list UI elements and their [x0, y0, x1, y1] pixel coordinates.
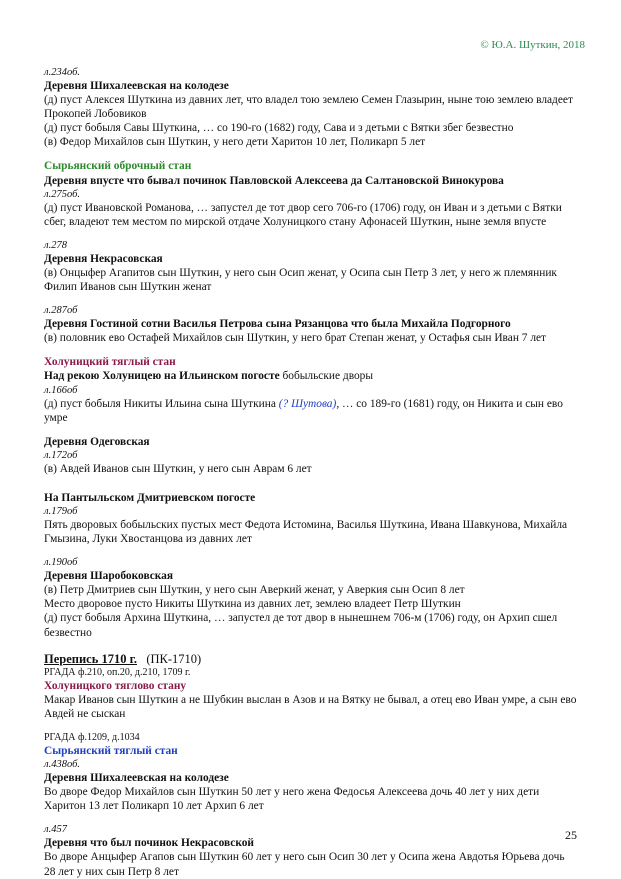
entry-line: Место дворовое пусто Никиты Шуткина из давних лет, землею владеет Петр Шуткин — [44, 598, 461, 611]
entry-line: Гмызина, Луки Хвостанцова из давних лет — [44, 533, 252, 546]
village-title: Деревня Шаробоковская — [44, 570, 174, 583]
entry-line: (в) половник ево Остафей Михайлов сын Шуткин, у него брат Степан женат, у Остафья сын Иван 7 лет — [44, 332, 547, 345]
village-title: Деревня Шихалеевская на колодезе — [44, 772, 229, 785]
stan-heading: Сырьянский тяглый стан — [44, 745, 178, 757]
entry-line: умре — [44, 411, 68, 424]
archive-ref: РГАДА ф.210, оп.20, д.210, 1709 г. — [44, 666, 191, 678]
village-title: Деревня Гостиной сотни Василья Петрова сына Рязанцова что была Михайла Подгорного — [44, 318, 511, 331]
entry-line: 28 лет у них сын Петр 8 лет — [44, 865, 179, 878]
folio-ref: л.190об — [44, 557, 78, 569]
stan-heading: Холуницкого тяглово стану — [44, 679, 187, 692]
section-sharobokovskaya — [44, 556, 589, 639]
folio-ref: л.179об — [44, 505, 78, 517]
section-nekrasovskaya — [44, 239, 589, 294]
section-shikhaleevskaya — [44, 66, 589, 149]
entry-line: (в) Онцыфер Агапитов сын Шуткин, у него сын Осип женат, у Осипа сын Петр 3 лет, у него ж племянник — [44, 266, 557, 279]
village-title: Деревня впусте что бывал починок Павловской Алексеева да Салтановской Винокурова — [44, 174, 504, 187]
census-heading: Перепись 1710 г. (ПК-1710) — [44, 651, 202, 666]
folio-ref: л.278 — [44, 239, 67, 251]
folio-ref: л.457 — [44, 824, 67, 836]
entry-line: (д) пуст бобыля Никиты Ильина сына Шуткина (? Шутова), … со 189-го (1681) году, он Никита и сын ево — [44, 397, 563, 410]
section-census-1710 — [44, 652, 589, 879]
folio-ref: л.172об — [44, 449, 78, 461]
document-body — [44, 66, 589, 879]
village-title: Деревня Одеговская — [44, 435, 150, 448]
entry-line: (д) пуст Алексея Шуткина из давних лет, что владел тою землею Семен Глазырин, ныне тою землею владеет — [44, 94, 573, 107]
stan-heading: Холуницкий тяглый стан — [44, 356, 176, 369]
section-pantylsky — [44, 491, 589, 546]
entry-line: (в) Авдей Иванов сын Шуткин, у него сын Аврам 6 лет — [44, 462, 312, 475]
village-title: Деревня Некрасовская — [44, 252, 163, 265]
folio-ref: л.166об — [44, 384, 78, 396]
section-syryansky-obrochny — [44, 159, 589, 228]
entry-line: Во дворе Федор Михайлов сын Шуткин 50 лет у него жена Федосья Алексеева дочь 40 лет у них дети — [44, 786, 540, 799]
stan-heading: Сырьянский оброчный стан — [44, 160, 192, 173]
entry-line: Макар Иванов сын Шуткин а не Шубкин выслан в Азов и на Вятку не бывал, а отец ево Иван умре, а сын ево — [44, 693, 577, 706]
entry-line: Пять дворовых бобыльских пустых мест Федота Истомина, Василья Шуткина, Ивана Шавкунова, Михайла — [44, 518, 568, 531]
entry-line: (в) Петр Дмитриев сын Шуткин, у него сын Аверкий женат, у Аверкия сын Осип 8 лет — [44, 584, 465, 597]
section-kholunitsky — [44, 355, 589, 424]
folio-ref: л.287об — [44, 305, 78, 317]
entry-line: (д) пуст бобыля Архина Шуткина, … запустел де тот двор в нынешнем 706-м (1706) году, он Архип сшел — [44, 612, 558, 625]
section-gostinoy-sotni — [44, 304, 589, 345]
page-number: 25 — [565, 828, 577, 842]
entry-line: безвестно — [44, 626, 92, 639]
entry-line: Авдей не сыскан — [44, 707, 126, 720]
village-title: На Пантыльском Дмитриевском погосте — [44, 491, 256, 504]
folio-ref: л.275об. — [44, 188, 80, 200]
village-title: Над рекою Холуницею на Ильинском погосте бобыльские дворы — [44, 370, 374, 383]
entry-line: (д) пуст бобыля Савы Шуткина, … со 190-го (1682) году, Сава и з детьми с Вятки збег безвестно — [44, 122, 514, 135]
entry-line: Филип Иванов сын Шуткин женат — [44, 281, 212, 294]
copyright-notice: © Ю.А. Шуткин, 2018 — [480, 39, 585, 51]
entry-line: (д) пуст Ивановской Романова, … запустел де тот двор сего 706-го (1706) году, он Иван и з детьми с Вятки — [44, 201, 562, 214]
section-odegovskaya — [44, 435, 589, 476]
entry-line: Прокопей Лобовиков — [44, 108, 147, 121]
entry-line: сбег, владеют тем местом по мирской отдаче Холуницкого стану Афонасей Шуткин, ныне земля впусте — [44, 215, 547, 228]
annotation: (? Шутова) — [278, 397, 337, 410]
entry-line: Во дворе Анцыфер Агапов сын Шуткин 60 лет у него сын Осип 30 лет у Осипа жена Авдотья Юрьева дочь — [44, 851, 565, 864]
entry-line: Харитон 13 лет Поликарп 10 лет Архип 6 лет — [44, 800, 264, 813]
village-title: Деревня Шихалеевская на колодезе — [44, 80, 229, 92]
village-title: Деревня что был починок Некрасовской — [44, 837, 254, 850]
folio-ref: л.234об. — [44, 67, 80, 78]
folio-ref: л.438об. — [44, 759, 80, 771]
archive-ref: РГАДА ф.1209, д.1034 — [44, 732, 140, 743]
entry-line: (в) Федор Михайлов сын Шуткин, у него дети Харитон 10 лет, Поликарп 5 лет — [44, 136, 426, 149]
